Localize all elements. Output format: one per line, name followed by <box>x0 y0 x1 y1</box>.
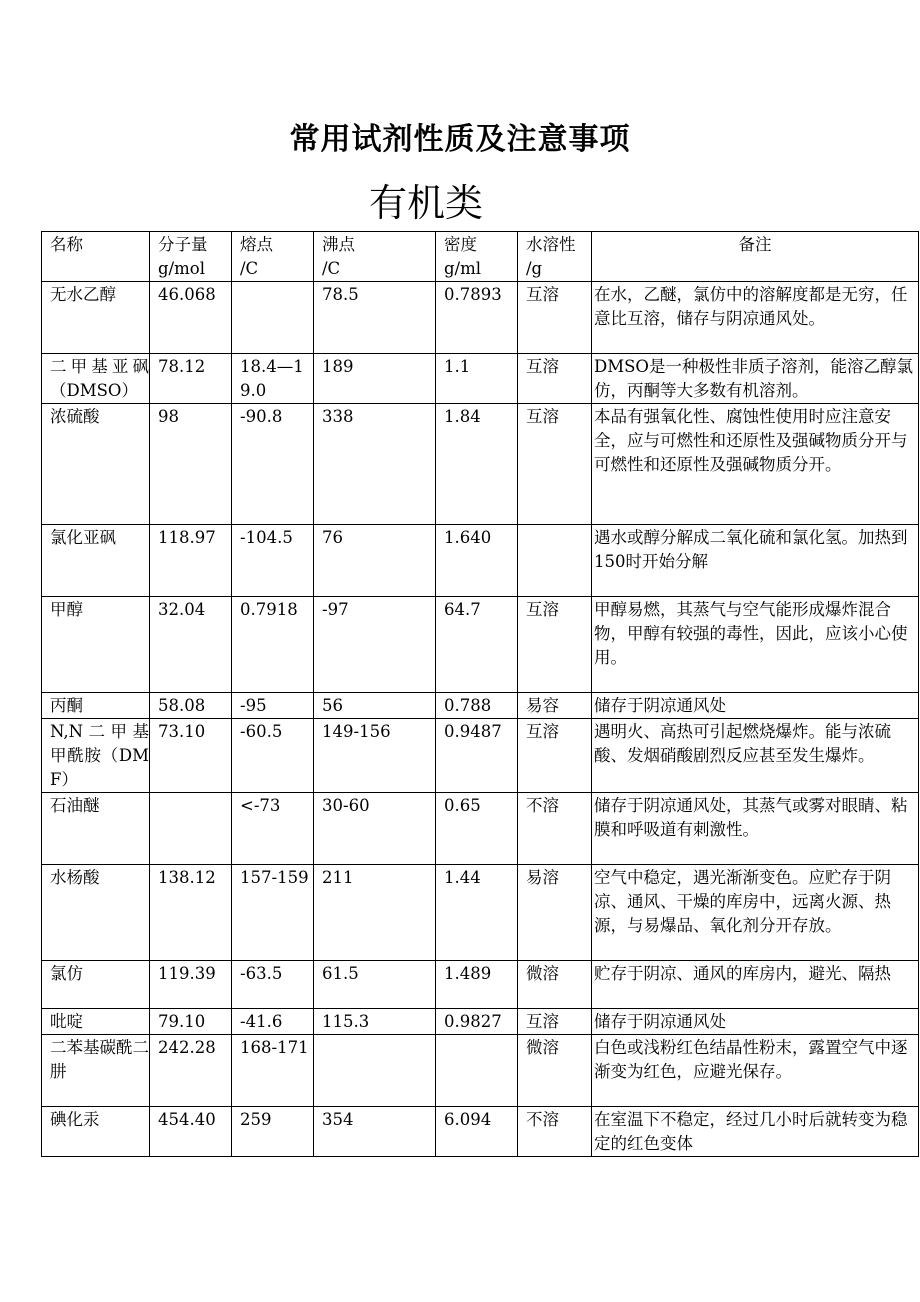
cell-molecular-weight: 79.10 <box>150 1009 232 1035</box>
cell-melting-point: <-73 <box>232 793 314 865</box>
cell-solubility: 易容 <box>518 693 592 719</box>
cell-density: 1.44 <box>436 865 518 961</box>
cell-molecular-weight: 242.28 <box>150 1035 232 1107</box>
cell-molecular-weight: 32.04 <box>150 597 232 693</box>
cell-solubility: 互溶 <box>518 719 592 793</box>
header-molecular-weight: 分子量 g/mol <box>150 232 232 282</box>
table-row <box>42 1107 919 1157</box>
header-boiling-point: 沸点 /C <box>314 232 436 282</box>
table-row <box>42 597 919 693</box>
cell-density: 0.9487 <box>436 719 518 793</box>
cell-name: 吡啶 <box>42 1009 150 1035</box>
header-note: 备注 <box>592 232 919 282</box>
cell-density: 0.788 <box>436 693 518 719</box>
cell-molecular-weight: 118.97 <box>150 525 232 597</box>
cell-density: 1.84 <box>436 404 518 525</box>
cell-molecular-weight: 98 <box>150 404 232 525</box>
cell-molecular-weight: 78.12 <box>150 354 232 404</box>
cell-density: 1.1 <box>436 354 518 404</box>
cell-density: 1.640 <box>436 525 518 597</box>
cell-name: 二苯基碳酰二肼 <box>42 1035 150 1107</box>
table-row <box>42 865 919 961</box>
cell-name: 丙酮 <box>42 693 150 719</box>
header-density: 密度 g/ml <box>436 232 518 282</box>
cell-note: 在室温下不稳定，经过几小时后就转变为稳定的红色变体 <box>592 1107 919 1157</box>
reagent-table <box>41 231 919 1157</box>
cell-solubility: 互溶 <box>518 1009 592 1035</box>
cell-molecular-weight: 73.10 <box>150 719 232 793</box>
cell-note: 贮存于阴凉、通风的库房内，避光、隔热 <box>592 961 919 1009</box>
table-row <box>42 961 919 1009</box>
cell-note: 储存于阴凉通风处，其蒸气或雾对眼睛、粘膜和呼吸道有刺激性。 <box>592 793 919 865</box>
cell-boiling-point: 149-156 <box>314 719 436 793</box>
cell-note: 空气中稳定，遇光渐渐变色。应贮存于阴凉、通风、干燥的库房中，远离火源、热源，与易爆品、氧化剂分开存放。 <box>592 865 919 961</box>
cell-boiling-point: 354 <box>314 1107 436 1157</box>
cell-note: 本品有强氧化性、腐蚀性使用时应注意安全，应与可燃性和还原性及强碱物质分开与可燃性和还原性及强碱物质分开。 <box>592 404 919 525</box>
cell-solubility <box>518 525 592 597</box>
cell-molecular-weight: 119.39 <box>150 961 232 1009</box>
cell-melting-point: -90.8 <box>232 404 314 525</box>
table-row <box>42 525 919 597</box>
table-row <box>42 354 919 404</box>
cell-boiling-point: 56 <box>314 693 436 719</box>
cell-note: 甲醇易燃，其蒸气与空气能形成爆炸混合物，甲醇有较强的毒性，因此，应该小心使用。 <box>592 597 919 693</box>
table-row <box>42 404 919 525</box>
cell-melting-point <box>232 282 314 354</box>
page-title: 常用试剂性质及注意事项 <box>289 122 631 157</box>
cell-name: 水杨酸 <box>42 865 150 961</box>
cell-boiling-point: -97 <box>314 597 436 693</box>
cell-melting-point: -41.6 <box>232 1009 314 1035</box>
cell-name: 浓硫酸 <box>42 404 150 525</box>
table-row <box>42 282 919 354</box>
cell-molecular-weight: 58.08 <box>150 693 232 719</box>
table-row <box>42 693 919 719</box>
section-title: 有机类 <box>368 181 483 225</box>
cell-molecular-weight: 138.12 <box>150 865 232 961</box>
cell-note: DMSO是一种极性非质子溶剂，能溶乙醇氯仿，丙酮等大多数有机溶剂。 <box>592 354 919 404</box>
cell-melting-point: -104.5 <box>232 525 314 597</box>
header-name: 名称 <box>42 232 150 282</box>
cell-note: 遇水或醇分解成二氧化硫和氯化氢。加热到150时开始分解 <box>592 525 919 597</box>
cell-solubility: 互溶 <box>518 404 592 525</box>
cell-note: 白色或浅粉红色结晶性粉末，露置空气中逐渐变为红色，应避光保存。 <box>592 1035 919 1107</box>
cell-melting-point: 0.7918 <box>232 597 314 693</box>
cell-boiling-point: 78.5 <box>314 282 436 354</box>
table-row <box>42 793 919 865</box>
table-row <box>42 1009 919 1035</box>
header-solubility: 水溶性 /g <box>518 232 592 282</box>
cell-molecular-weight <box>150 793 232 865</box>
cell-melting-point: -60.5 <box>232 719 314 793</box>
cell-solubility: 微溶 <box>518 1035 592 1107</box>
cell-boiling-point: 30-60 <box>314 793 436 865</box>
cell-density: 6.094 <box>436 1107 518 1157</box>
header-melting-point: 熔点 /C <box>232 232 314 282</box>
cell-name: 甲醇 <box>42 597 150 693</box>
table-header-row <box>42 232 919 282</box>
cell-name: 氯仿 <box>42 961 150 1009</box>
cell-solubility: 易溶 <box>518 865 592 961</box>
cell-solubility: 互溶 <box>518 597 592 693</box>
cell-solubility: 不溶 <box>518 1107 592 1157</box>
cell-boiling-point: 189 <box>314 354 436 404</box>
cell-melting-point: -95 <box>232 693 314 719</box>
table-row <box>42 1035 919 1107</box>
cell-note: 遇明火、高热可引起燃烧爆炸。能与浓硫酸、发烟硝酸剧烈反应甚至发生爆炸。 <box>592 719 919 793</box>
cell-solubility: 不溶 <box>518 793 592 865</box>
cell-boiling-point <box>314 1035 436 1107</box>
cell-boiling-point: 61.5 <box>314 961 436 1009</box>
cell-molecular-weight: 454.40 <box>150 1107 232 1157</box>
cell-melting-point: 259 <box>232 1107 314 1157</box>
cell-name: N,N二甲基甲酰胺（DMF） <box>42 719 150 793</box>
cell-name: 无水乙醇 <box>42 282 150 354</box>
cell-note: 储存于阴凉通风处 <box>592 693 919 719</box>
cell-boiling-point: 338 <box>314 404 436 525</box>
cell-melting-point: -63.5 <box>232 961 314 1009</box>
cell-molecular-weight: 46.068 <box>150 282 232 354</box>
cell-solubility: 微溶 <box>518 961 592 1009</box>
cell-name: 氯化亚砜 <box>42 525 150 597</box>
cell-density: 0.9827 <box>436 1009 518 1035</box>
cell-density: 0.7893 <box>436 282 518 354</box>
cell-name: 碘化汞 <box>42 1107 150 1157</box>
cell-note: 储存于阴凉通风处 <box>592 1009 919 1035</box>
cell-density <box>436 1035 518 1107</box>
cell-melting-point: 168-171 <box>232 1035 314 1107</box>
cell-solubility: 互溶 <box>518 282 592 354</box>
cell-boiling-point: 76 <box>314 525 436 597</box>
cell-boiling-point: 115.3 <box>314 1009 436 1035</box>
cell-density: 64.7 <box>436 597 518 693</box>
cell-density: 0.65 <box>436 793 518 865</box>
cell-note: 在水，乙醚，氯仿中的溶解度都是无穷，任意比互溶，储存与阴凉通风处。 <box>592 282 919 354</box>
cell-density: 1.489 <box>436 961 518 1009</box>
cell-solubility: 互溶 <box>518 354 592 404</box>
cell-melting-point: 157-159 <box>232 865 314 961</box>
cell-boiling-point: 211 <box>314 865 436 961</box>
cell-name: 二甲基亚砜（DMSO） <box>42 354 150 404</box>
cell-melting-point: 18.4—19.0 <box>232 354 314 404</box>
cell-name: 石油醚 <box>42 793 150 865</box>
table-row <box>42 719 919 793</box>
